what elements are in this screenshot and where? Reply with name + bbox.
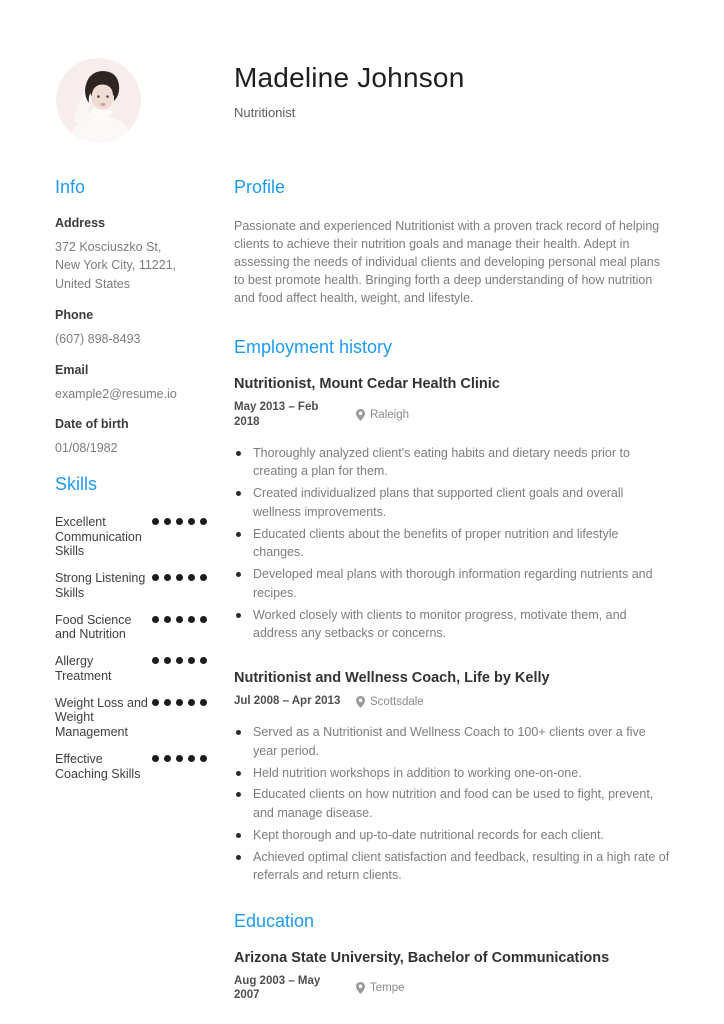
skill-dot <box>176 699 183 706</box>
avatar <box>56 58 141 143</box>
skill-name: Strong Listening Skills <box>55 571 146 600</box>
field-label: Date of birth <box>55 417 129 432</box>
job-title: Nutritionist, Mount Cedar Health Clinic <box>234 376 500 392</box>
job-bullet: Created individualized plans that supported client goals and overall wellness improvements. <box>234 484 670 522</box>
skill-rating <box>152 613 207 643</box>
skill-dot <box>152 699 159 706</box>
skill-dot <box>164 699 171 706</box>
skills-heading: Skills <box>55 474 98 495</box>
employment-heading: Employment history <box>234 337 393 358</box>
field-email <box>55 363 207 404</box>
avatar-photo <box>56 58 141 143</box>
profile-text: Passionate and experienced Nutritionist with a proven track record of helping clients to achieve their nutrition goals and manage their health. Adept in assessing the needs of individual clients and developing personal meal plans to best promote health. Bringing forth a deep understanding of how nutrition and food affect health, weight, and lifestyle. <box>234 218 660 306</box>
job-bullet: Kept thorough and up-to-date nutritional records for each client. <box>234 826 670 845</box>
skill-dot <box>188 518 195 525</box>
skill-dot <box>176 574 183 581</box>
job-bullet: Served as a Nutritionist and Wellness Coach to 100+ clients over a five year period. <box>234 723 670 761</box>
job-bullet-list <box>234 444 670 644</box>
skill-name: Allergy Treatment <box>55 654 112 683</box>
map-pin-icon <box>356 696 365 708</box>
skill-name: Weight Loss and Weight Management <box>55 695 148 740</box>
field-address <box>55 216 207 294</box>
sidebar <box>55 177 207 793</box>
field-phone <box>55 308 207 349</box>
skill-name: Food Science and Nutrition <box>55 612 132 642</box>
skill-dot <box>188 574 195 581</box>
skill-dot <box>200 657 207 664</box>
skill-item <box>55 752 207 782</box>
skill-dot <box>188 657 195 664</box>
education-section <box>234 911 670 1003</box>
job-location <box>356 409 409 421</box>
skill-item <box>55 696 207 740</box>
skill-dot <box>200 755 207 762</box>
skill-item <box>55 613 207 643</box>
employment-section <box>234 337 670 885</box>
info-heading: Info <box>55 177 86 197</box>
job-bullet-list <box>234 723 670 885</box>
field-value: 01/08/1982 <box>55 441 118 456</box>
skill-dot <box>200 699 207 706</box>
skill-dot <box>176 657 183 664</box>
person-name: Madeline Johnson <box>234 62 465 93</box>
field-label: Address <box>55 215 106 230</box>
profile-heading: Profile <box>234 177 286 197</box>
education-meta <box>234 974 670 1004</box>
map-pin-icon <box>356 409 365 421</box>
job-entry <box>234 375 670 643</box>
job-bullet: Worked closely with clients to monitor progress, motivate them, and address any setbacks or concerns. <box>234 606 670 644</box>
job-entry <box>234 669 670 885</box>
skill-rating <box>152 752 207 782</box>
skill-dot <box>200 616 207 623</box>
field-label: Phone <box>55 307 94 322</box>
person-job-title: Nutritionist <box>234 104 296 120</box>
skill-dot <box>176 518 183 525</box>
job-bullet: Achieved optimal client satisfaction and feedback, resulting in a high rate of referrals and return clients. <box>234 848 670 886</box>
job-meta <box>234 400 670 430</box>
field-date-of-birth <box>55 417 207 458</box>
job-meta <box>234 694 670 709</box>
education-location <box>356 982 405 994</box>
skill-dot <box>152 518 159 525</box>
field-value: (607) 898-8493 <box>55 331 141 346</box>
map-pin-icon <box>356 982 365 994</box>
field-label: Email <box>55 362 89 377</box>
skill-dot <box>152 657 159 664</box>
job-bullet: Developed meal plans with thorough information regarding nutrients and recipes. <box>234 565 670 603</box>
skill-dot <box>200 518 207 525</box>
skill-dot <box>188 699 195 706</box>
skill-dot <box>164 755 171 762</box>
skill-dot <box>176 616 183 623</box>
skill-dot <box>164 657 171 664</box>
job-bullet: Educated clients on how nutrition and food can be used to fight, prevent, and manage disease. <box>234 785 670 823</box>
skill-rating <box>152 571 207 601</box>
job-bullet: Thoroughly analyzed client's eating habits and dietary needs prior to creating a plan for them. <box>234 444 670 482</box>
education-dates: Aug 2003 – May 2007 <box>234 974 321 1002</box>
job-bullet: Educated clients about the benefits of proper nutrition and lifestyle changes. <box>234 525 670 563</box>
identity-block <box>234 63 464 120</box>
skill-dot <box>164 616 171 623</box>
skill-item <box>55 571 207 601</box>
education-heading: Education <box>234 911 315 931</box>
main-column <box>234 177 670 1024</box>
skill-rating <box>152 515 207 559</box>
skill-dot <box>164 518 171 525</box>
education-entry <box>234 949 670 1004</box>
field-value: 372 Kosciuszko St, New York City, 11221, United States <box>55 239 177 292</box>
skill-name: Effective Coaching Skills <box>55 751 141 781</box>
skill-dot <box>188 755 195 762</box>
job-title: Nutritionist and Wellness Coach, Life by Kelly <box>234 670 550 687</box>
skill-dot <box>176 755 183 762</box>
field-value: example2@resume.io <box>55 386 177 401</box>
education-location-text: Tempe <box>370 982 405 995</box>
skill-name: Excellent Communication Skills <box>55 514 142 559</box>
job-location <box>356 696 424 708</box>
skill-dot <box>152 755 159 762</box>
job-location-text: Raleigh <box>370 408 409 421</box>
skill-dot <box>152 574 159 581</box>
education-title: Arizona State University, Bachelor of Communications <box>234 949 610 966</box>
skill-dot <box>188 616 195 623</box>
skill-dot <box>152 616 159 623</box>
job-location-text: Scottsdale <box>370 695 424 708</box>
skill-item <box>55 515 207 559</box>
skill-item <box>55 654 207 684</box>
job-bullet: Held nutrition workshops in addition to working one-on-one. <box>234 764 670 783</box>
skill-dot <box>200 574 207 581</box>
skills-section <box>55 474 207 781</box>
skill-dot <box>164 574 171 581</box>
skill-rating <box>152 696 207 740</box>
skill-rating <box>152 654 207 684</box>
job-dates: Jul 2008 – Apr 2013 <box>234 695 341 708</box>
profile-section <box>234 177 670 307</box>
job-dates: May 2013 – Feb 2018 <box>234 400 319 428</box>
